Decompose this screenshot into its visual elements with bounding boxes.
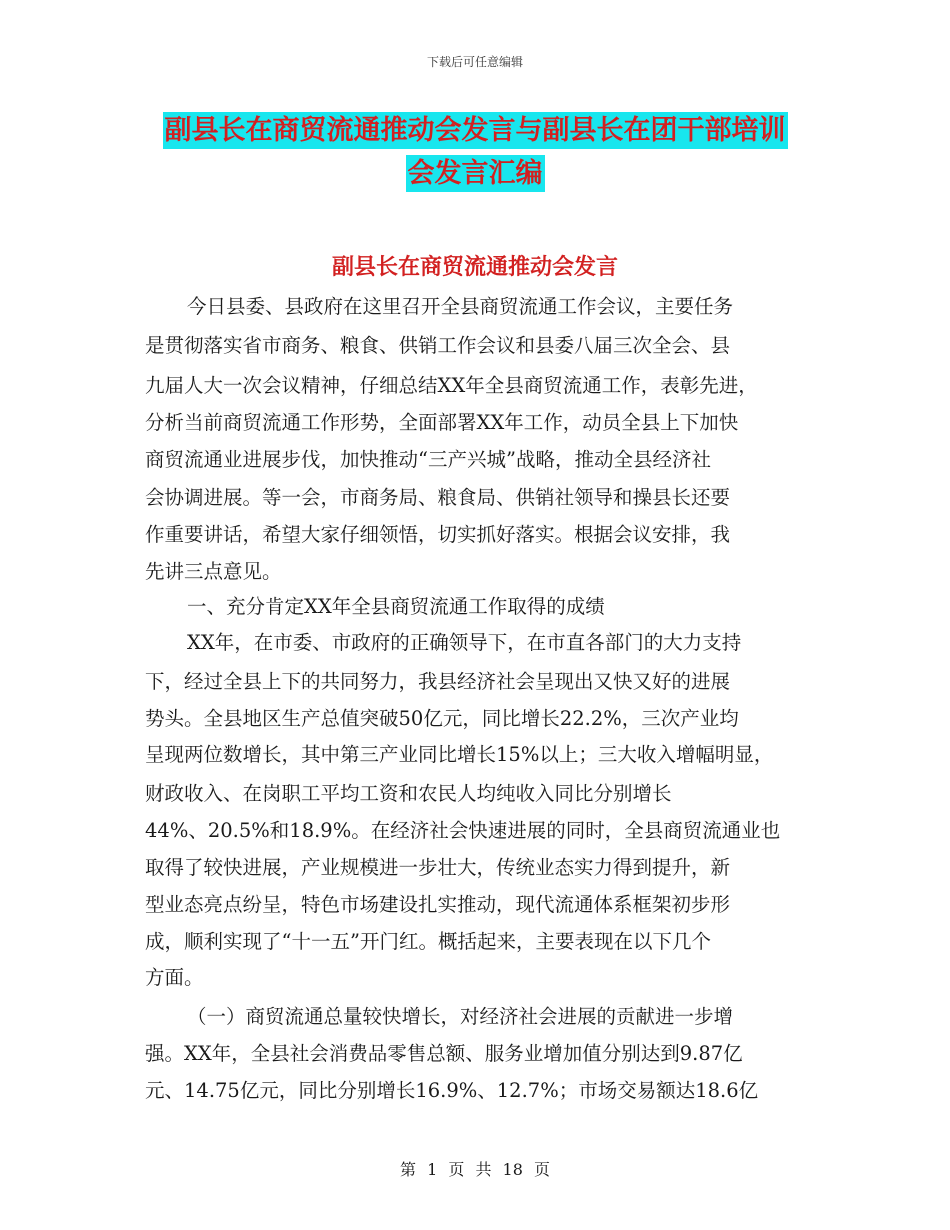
body-line: （一）商贸流通总量较快增长，对经济社会进展的贡献进一步增	[187, 1005, 734, 1028]
section-title: 副县长在商贸流通推动会发言	[331, 254, 618, 280]
document-title-line-2	[0, 160, 950, 187]
section-heading: 一、充分肯定XX年全县商贸流通工作取得的成绩	[187, 595, 605, 618]
page-header: 下载后可任意编辑	[426, 55, 523, 69]
body-line: 强。XX年，全县社会消费品零售总额、服务业增加值分别达到9.87亿	[145, 1042, 743, 1065]
body-line: 商贸流通业进展步伐，加快推动“三产兴城”战略，推动全县经济社	[145, 448, 711, 471]
body-line: 型业态亮点纷呈，特色市场建设扎实推动，现代流通体系框架初步形	[145, 893, 731, 916]
body-line: 44%、20.5%和18.9%。在经济社会快速进展的同时，全县商贸流通业也	[145, 819, 781, 842]
body-line: 会协调进展。等一会，市商务局、粮食局、供销社领导和操县长还要	[145, 486, 731, 509]
body-line: 呈现两位数增长，其中第三产业同比增长15%以上；三大收入增幅明显，	[145, 743, 774, 766]
title-highlight-1: 副县长在商贸流通推动会发言与副县长在团干部培训	[163, 112, 788, 149]
body-line: 先讲三点意见。	[145, 560, 282, 583]
body-line: 方面。	[145, 966, 204, 989]
body-line: 成，顺利实现了“十一五”开门红。概括起来，主要表现在以下几个	[145, 930, 711, 953]
body-line: 是贯彻落实省市商务、粮食、供销工作会议和县委八届三次全会、县	[145, 334, 731, 357]
body-line: 作重要讲话，希望大家仔细领悟，切实抓好落实。根据会议安排，我	[145, 523, 731, 546]
document-title-line-1	[0, 117, 950, 144]
body-line: XX年，在市委、市政府的正确领导下，在市直各部门的大力支持	[187, 631, 742, 654]
body-line: 今日县委、县政府在这里召开全县商贸流通工作会议，主要任务	[187, 295, 734, 318]
body-line: 分析当前商贸流通工作形势，全面部署XX年工作，动员全县上下加快	[145, 411, 739, 434]
title-highlight-2: 会发言汇编	[406, 155, 545, 192]
body-line: 取得了较快进展，产业规模进一步壮大，传统业态实力得到提升，新	[145, 856, 731, 879]
body-line: 势头。全县地区生产总值突破50亿元，同比增长22.2%，三次产业均	[145, 707, 739, 730]
body-line: 财政收入、在岗职工平均工资和农民人均纯收入同比分别增长	[145, 782, 672, 805]
body-line: 下，经过全县上下的共同努力，我县经济社会呈现出又快又好的进展	[145, 670, 731, 693]
page-footer: 第 1 页 共 18 页	[400, 1160, 550, 1179]
body-line: 元、14.75亿元，同比分别增长16.9%、12.7%；市场交易额达18.6亿	[145, 1079, 759, 1102]
body-line: 九届人大一次会议精神，仔细总结XX年全县商贸流通工作，表彰先进，	[145, 374, 758, 397]
